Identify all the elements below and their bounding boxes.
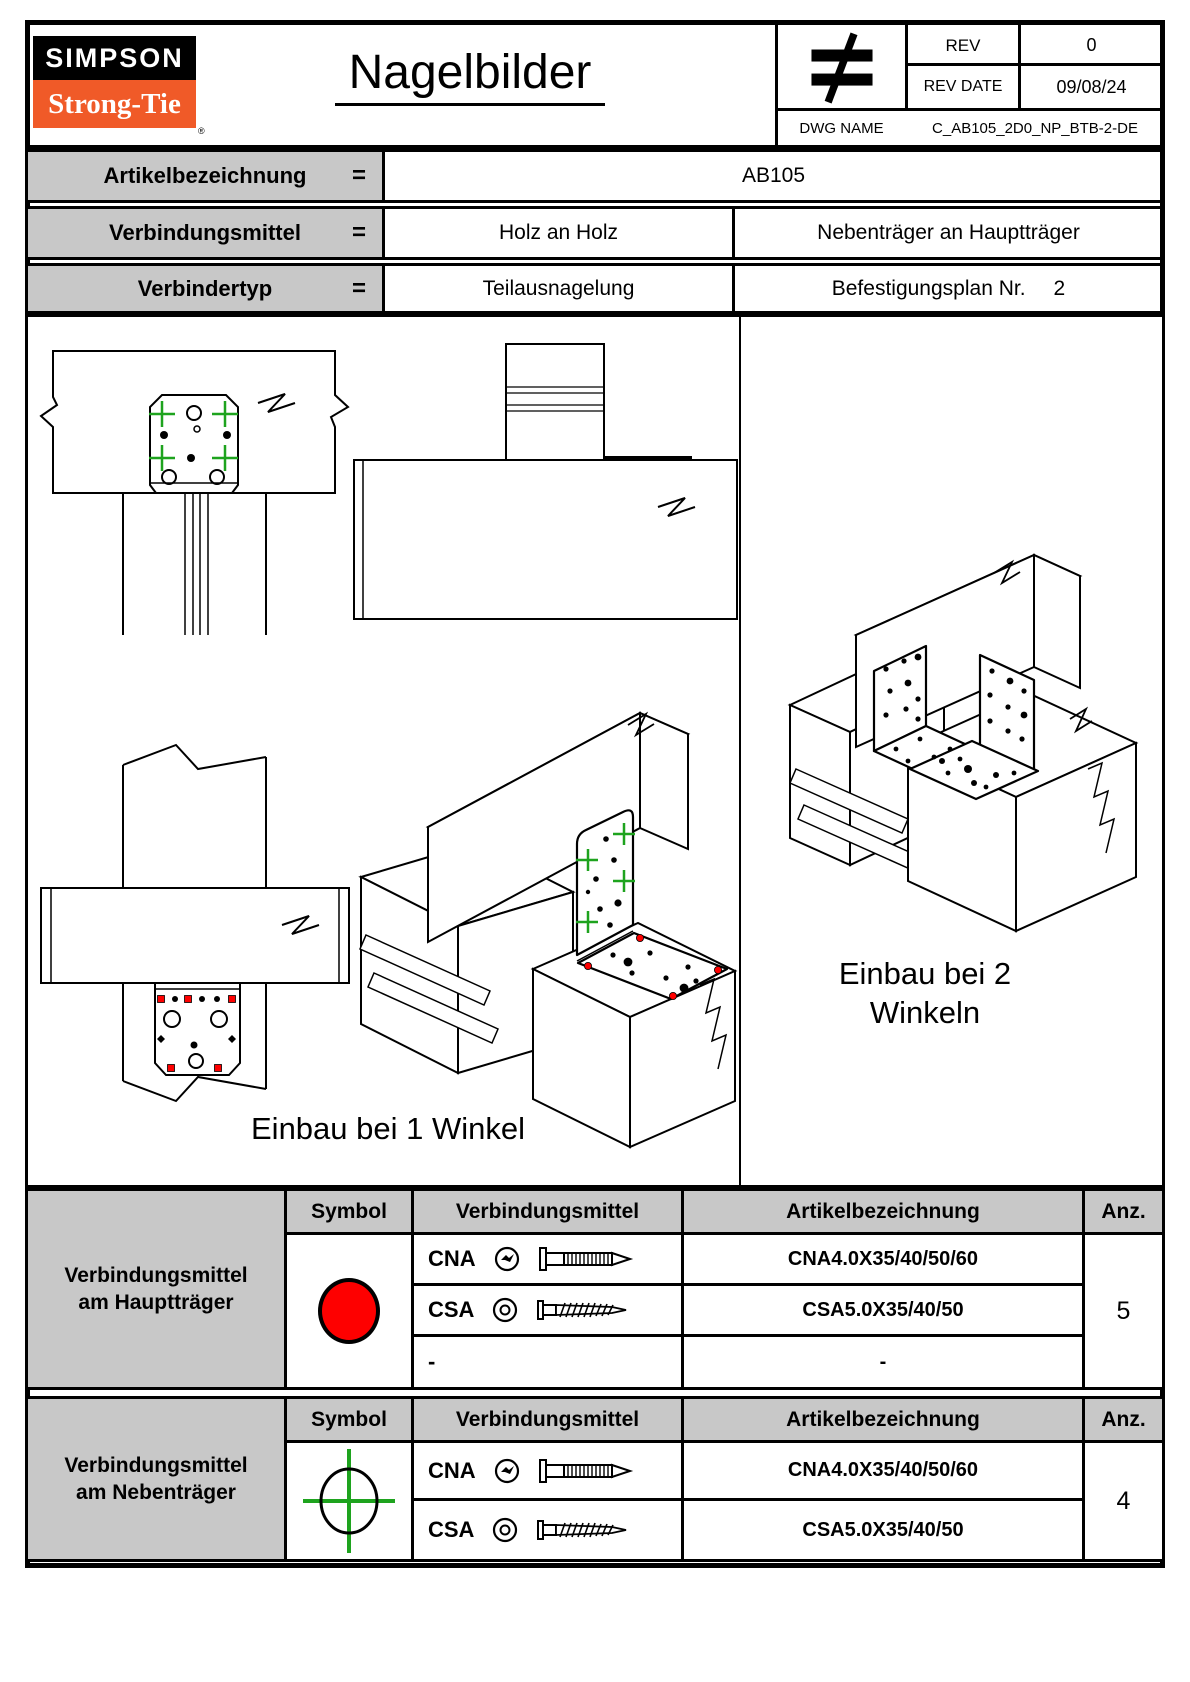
equals-sign: = bbox=[351, 162, 366, 189]
haupttraeger-fastener-table bbox=[25, 1188, 1165, 1390]
article-value: AB105 bbox=[741, 164, 806, 187]
caption-line: Einbau bei 2 bbox=[838, 956, 1012, 991]
dwg-name-label: DWG NAME bbox=[799, 119, 884, 137]
cna-head-mark-icon bbox=[492, 1244, 522, 1274]
simpson-logo-top bbox=[33, 36, 196, 80]
connection-type-value: Nebenträger an Hauptträger bbox=[817, 221, 1080, 244]
column-header-article: Artikelbezeichnung bbox=[684, 1191, 1085, 1235]
registered-trademark: ® bbox=[198, 126, 205, 136]
info-label bbox=[28, 152, 385, 200]
table-row-label bbox=[28, 1399, 287, 1559]
fastener-code: CNA bbox=[428, 1246, 476, 1271]
column-header-fastener: Verbindungsmittel bbox=[414, 1191, 684, 1235]
cna-nail-icon bbox=[538, 1242, 638, 1276]
fastener-cell-csa bbox=[414, 1286, 684, 1337]
csa-head-mark-icon bbox=[490, 1515, 520, 1545]
column-header-count: Anz. bbox=[1085, 1191, 1162, 1235]
equals-sign: = bbox=[351, 274, 366, 302]
column-header-symbol: Symbol bbox=[287, 1399, 414, 1443]
info-label-text: Artikelbezeichnung bbox=[103, 163, 307, 188]
article-cell: CNA4.0X35/40/50/60 bbox=[684, 1235, 1085, 1286]
not-equal-projection-icon bbox=[799, 31, 885, 105]
rev-date-value: 09/08/24 bbox=[1056, 76, 1127, 97]
caption-one-angle: Einbau bei 1 Winkel bbox=[251, 1111, 525, 1146]
info-row-verbindertyp bbox=[25, 263, 1165, 314]
caption-line: Winkeln bbox=[869, 994, 981, 1030]
red-circle-symbol-icon bbox=[318, 1278, 380, 1344]
fastening-type-value: Holz an Holz bbox=[385, 209, 735, 257]
drawing-area bbox=[25, 314, 1165, 1188]
info-label-text: Verbindungsmittel bbox=[109, 220, 301, 245]
column-header-article: Artikelbezeichnung bbox=[684, 1399, 1085, 1443]
fastener-cell-empty: - bbox=[414, 1337, 684, 1387]
count-cell: 5 bbox=[1116, 1296, 1131, 1325]
info-row-verbindungsmittel bbox=[25, 206, 1165, 260]
count-cell: 4 bbox=[1116, 1486, 1131, 1515]
nebentraeger-fastener-table bbox=[25, 1396, 1165, 1562]
row-label-line: am Nebenträger bbox=[76, 1481, 236, 1504]
info-label bbox=[28, 209, 385, 257]
rev-label: REV bbox=[945, 35, 981, 55]
info-label bbox=[28, 266, 385, 311]
technical-drawings bbox=[28, 317, 1162, 1185]
caption-two-angles bbox=[770, 955, 1080, 1033]
row-label-line: am Hauptträger bbox=[78, 1291, 234, 1314]
info-label-text: Verbindertyp bbox=[137, 275, 273, 301]
plan-number: 2 bbox=[1053, 276, 1066, 300]
symbol-cell bbox=[287, 1235, 414, 1387]
front-view-drawing bbox=[354, 344, 737, 619]
side-view-drawing bbox=[41, 745, 349, 1101]
table-row-label bbox=[28, 1191, 287, 1387]
csa-screw-icon bbox=[536, 1513, 636, 1547]
fastener-code: CNA bbox=[428, 1457, 476, 1483]
article-cell: - bbox=[684, 1337, 1085, 1387]
dwg-name-value: C_AB105_2D0_NP_BTB-2-DE bbox=[932, 119, 1138, 137]
nailing-type-value: Teilausnagelung bbox=[385, 266, 735, 311]
page-title: Nagelbilder bbox=[260, 45, 680, 100]
fastener-cell-cna bbox=[414, 1235, 684, 1286]
fastener-code: CSA bbox=[428, 1517, 475, 1542]
iso-one-angle-drawing bbox=[360, 713, 735, 1147]
fastener-cell-csa bbox=[414, 1501, 684, 1559]
iso-two-angles-drawing bbox=[790, 555, 1136, 931]
article-cell: CSA5.0X35/40/50 bbox=[684, 1501, 1085, 1559]
column-header-symbol: Symbol bbox=[287, 1191, 414, 1235]
top-view-drawing bbox=[41, 351, 348, 635]
plan-label: Befestigungsplan Nr. bbox=[831, 276, 1026, 300]
article-cell: CNA4.0X35/40/50/60 bbox=[684, 1443, 1085, 1501]
fastener-cell-cna bbox=[414, 1443, 684, 1501]
row-label-line: Verbindungsmittel bbox=[64, 1453, 248, 1477]
article-cell: CSA5.0X35/40/50 bbox=[684, 1286, 1085, 1337]
equals-sign: = bbox=[351, 219, 366, 246]
logo-text-simpson: SIMPSON bbox=[45, 42, 184, 73]
csa-screw-icon bbox=[536, 1293, 636, 1327]
logo-text-strongtie: Strong-Tie bbox=[48, 87, 181, 120]
simpson-logo-bottom bbox=[33, 80, 196, 128]
fastener-code: CSA bbox=[428, 1297, 475, 1322]
plan-number-cell bbox=[735, 266, 1162, 311]
green-crosshair-symbol-icon bbox=[297, 1445, 401, 1557]
column-header-fastener: Verbindungsmittel bbox=[414, 1399, 684, 1443]
projection-symbol-cell bbox=[778, 28, 905, 108]
symbol-cell bbox=[287, 1443, 414, 1559]
cna-nail-icon bbox=[538, 1454, 638, 1488]
column-header-count: Anz. bbox=[1085, 1399, 1162, 1443]
rev-date-label: REV DATE bbox=[923, 78, 1003, 95]
rev-value: 0 bbox=[1086, 35, 1097, 55]
cna-head-mark-icon bbox=[492, 1456, 522, 1486]
row-label-line: Verbindungsmittel bbox=[64, 1263, 248, 1287]
csa-head-mark-icon bbox=[490, 1295, 520, 1325]
info-row-artikelbezeichnung bbox=[25, 149, 1165, 203]
